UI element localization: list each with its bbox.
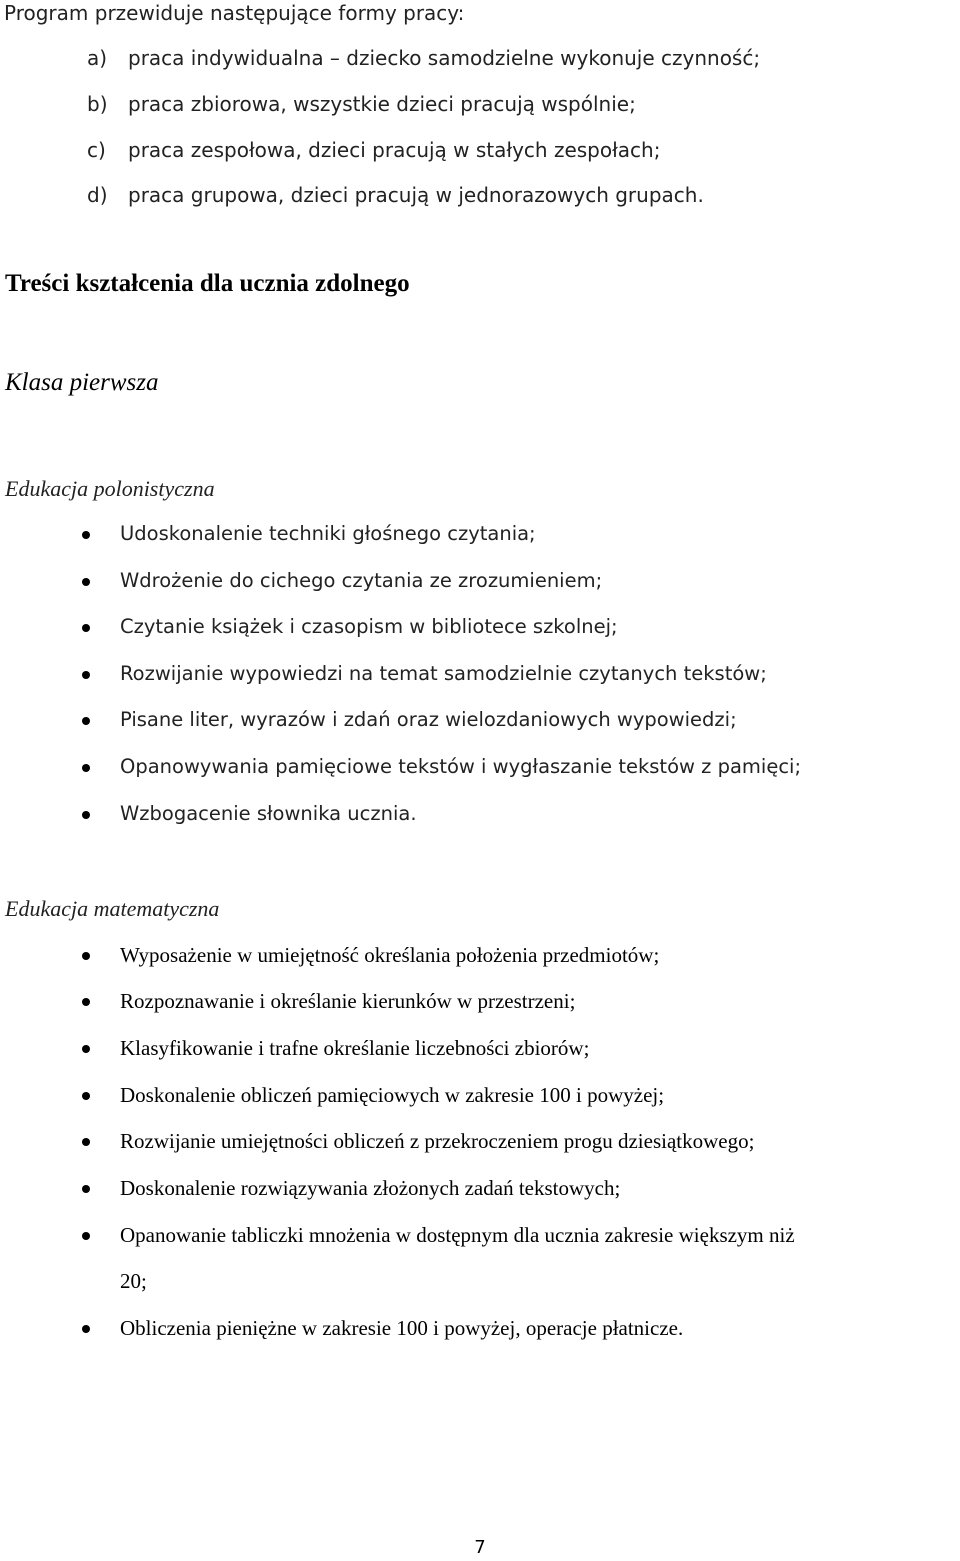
list-item: Opanowanie tabliczki mnożenia w dostępnym dla ucznia zakresie większym niż bbox=[120, 1223, 795, 1247]
list-item-text: praca grupowa, dzieci pracują w jednorazowych grupach. bbox=[128, 183, 704, 207]
list-item-continuation: 20; bbox=[120, 1269, 147, 1293]
bullet-icon bbox=[82, 624, 90, 632]
list-item: Doskonalenie obliczeń pamięciowych w zakresie 100 i powyżej; bbox=[120, 1083, 665, 1107]
list-item: Klasyfikowanie i trafne określanie liczebności zbiorów; bbox=[120, 1036, 590, 1060]
polish-section-title: Edukacja polonistyczna bbox=[5, 476, 215, 501]
list-item-label: b) bbox=[87, 92, 108, 116]
list-item: Wzbogacenie słownika ucznia. bbox=[120, 802, 417, 825]
list-item: Czytanie książek i czasopism w bibliotece szkolnej; bbox=[120, 615, 618, 638]
list-item: Rozwijanie umiejętności obliczeń z przekroczeniem progu dziesiątkowego; bbox=[120, 1129, 755, 1153]
bullet-icon bbox=[82, 1092, 90, 1100]
list-item: Obliczenia pieniężne w zakresie 100 i powyżej, operacje płatnicze. bbox=[120, 1316, 684, 1340]
list-item: Wdrożenie do cichego czytania ze zrozumieniem; bbox=[120, 569, 603, 592]
math-section-title: Edukacja matematyczna bbox=[5, 896, 220, 921]
intro-text: Program przewiduje następujące formy pracy: bbox=[4, 1, 465, 25]
bullet-icon bbox=[82, 1325, 90, 1333]
bullet-icon bbox=[82, 1232, 90, 1240]
list-item-text: praca zbiorowa, wszystkie dzieci pracują wspólnie; bbox=[128, 92, 636, 116]
list-item-label: a) bbox=[87, 46, 108, 70]
bullet-icon bbox=[82, 671, 90, 679]
class-title: Klasa pierwsza bbox=[5, 369, 159, 396]
bullet-icon bbox=[82, 1045, 90, 1053]
bullet-icon bbox=[82, 1185, 90, 1193]
list-item: Rozpoznawanie i określanie kierunków w przestrzeni; bbox=[120, 989, 576, 1013]
bullet-icon bbox=[82, 531, 90, 539]
bullet-icon bbox=[82, 998, 90, 1006]
bullet-icon bbox=[82, 578, 90, 586]
list-item: Opanowywania pamięciowe tekstów i wygłaszanie tekstów z pamięci; bbox=[120, 755, 802, 778]
page-number: 7 bbox=[474, 1537, 486, 1558]
bullet-icon bbox=[82, 717, 90, 725]
list-item-label: d) bbox=[87, 183, 108, 207]
list-item: Rozwijanie wypowiedzi na temat samodzielnie czytanych tekstów; bbox=[120, 662, 767, 685]
bullet-icon bbox=[82, 952, 90, 960]
list-item-label: c) bbox=[87, 138, 106, 162]
bullet-icon bbox=[82, 1138, 90, 1146]
section-heading: Treści kształcenia dla ucznia zdolnego bbox=[5, 270, 410, 297]
list-item-text: praca zespołowa, dzieci pracują w stałych zespołach; bbox=[128, 138, 661, 162]
list-item: Doskonalenie rozwiązywania złożonych zadań tekstowych; bbox=[120, 1176, 621, 1200]
bullet-icon bbox=[82, 764, 90, 772]
list-item: Pisane liter, wyrazów i zdań oraz wielozdaniowych wypowiedzi; bbox=[120, 708, 737, 731]
list-item: Wyposażenie w umiejętność określania położenia przedmiotów; bbox=[120, 943, 660, 967]
bullet-icon bbox=[82, 811, 90, 819]
list-item-text: praca indywidualna – dziecko samodzielne wykonuje czynność; bbox=[128, 46, 761, 70]
list-item: Udoskonalenie techniki głośnego czytania; bbox=[120, 522, 536, 545]
